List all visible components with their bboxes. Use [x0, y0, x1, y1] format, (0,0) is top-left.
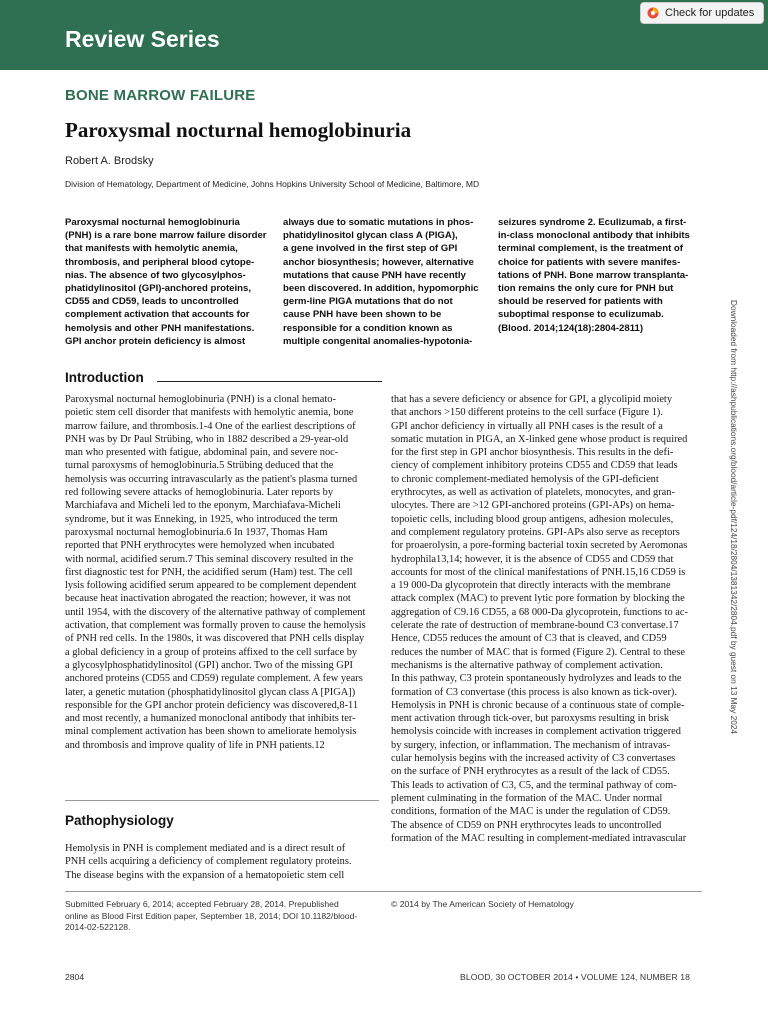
body-line: hemolysis coincide with increases in complement activation triggered: [391, 726, 681, 738]
body-line: In this pathway, C3 protein spontaneously hydrolyzes and leads to the: [391, 673, 682, 685]
patho-left-column: [65, 842, 375, 882]
body-line: on the surface of PNH erythrocytes as a result of the lack of CD55.: [391, 766, 670, 778]
body-line: lysis following acidified serum appeared to be complement dependent: [65, 580, 357, 592]
abstract-line: anchor biosynthesis; however, alternative: [283, 256, 474, 268]
body-line: minal complement activation has been shown to ameliorate hemolysis: [65, 726, 357, 738]
introduction-heading: Introduction: [65, 370, 144, 385]
abstract-line: phatidylinositol glycan class A (PIGA),: [283, 230, 458, 242]
body-line: Hemolysis in PNH is complement mediated and is a direct result of: [65, 843, 346, 854]
footnote-line: Submitted February 6, 2014; accepted February 28, 2014. Prepublished: [65, 899, 339, 909]
body-line: ment activation through tick-over, but paroxysms resulting in brisk: [391, 713, 670, 725]
abstract-line: cause PNH have been shown to be: [283, 309, 442, 321]
body-line: a global deficiency in a group of proteins affixed to the cell surface by: [65, 646, 358, 658]
body-line: first diagnostic test for PNH, the acidified serum (Ham) test. The cell: [65, 566, 353, 578]
body-line: and complement regulatory proteins. GPI-APs also serve as receptors: [391, 526, 680, 538]
copyright-note: © 2014 by The American Society of Hematology: [391, 899, 574, 909]
check-updates-icon: [647, 7, 659, 19]
abstract-line: tations of PNH. Bone marrow transplanta-: [498, 269, 689, 281]
page-number: 2804: [65, 972, 85, 982]
abstract-line: hemolysis and other PNH manifestations.: [65, 322, 255, 334]
body-line: reduces the number of MAC that is formed (Figure 2). Central to these: [391, 646, 686, 658]
abstract-line: (PNH) is a rare bone marrow failure disorder: [65, 230, 267, 242]
body-line: The disease begins with the expansion of a hematopoietic stem cell: [65, 869, 345, 881]
abstract-line: choice for patients with severe manifes-: [498, 256, 681, 268]
body-line: activation, that complement was formally proven to cause the hemolysis: [65, 620, 366, 632]
body-line: formation of C3 convertase (this process is also known as tick-over).: [391, 686, 677, 698]
abstract-line: that manifests with hemolytic anemia,: [65, 243, 238, 255]
body-line: and thrombosis and improve quality of life in PNH patients.12: [65, 739, 325, 751]
body-line: that has a severe deficiency or absence for GPI, a glycolipid moiety: [391, 394, 673, 405]
body-line: topoietic cells, including blood group antigens, adhesion molecules,: [391, 513, 674, 525]
abstract-line: (Blood. 2014;124(18):2804-2811): [498, 322, 644, 334]
introduction-rule: [157, 381, 382, 382]
abstract-line: nias. The absence of two glycosylphos-: [65, 269, 246, 281]
submission-note: [65, 899, 357, 934]
footer-rule: [65, 891, 702, 892]
body-line: reported that PNH erythrocytes were hemolyzed when incubated: [65, 540, 335, 552]
footnote-line: 2014-02-522128.: [65, 922, 131, 933]
download-note: [727, 300, 741, 1000]
intro-left-column: [65, 393, 375, 752]
body-line: conditions, formation of the MAC is under the regulation of CD59.: [391, 806, 671, 818]
abstract-line: a gene involved in the first step of GPI: [283, 243, 458, 255]
body-line: and most recently, a humanized monoclonal antibody that inhibits ter-: [65, 713, 356, 725]
pathophysiology-heading: Pathophysiology: [65, 813, 174, 828]
journal-banner: [0, 0, 768, 70]
body-line: syndrome, but it was Enneking, in 1925, who introduced the term: [65, 513, 338, 525]
body-line: by surgery, infection, or inflammation. The mechanism of intravas-: [391, 739, 671, 751]
abstract-line: complement activation that accounts for: [65, 309, 250, 321]
abstract-line: been discovered. In addition, hypomorphic: [283, 283, 479, 295]
body-line: for proaerolysin, a pore-forming bacterial toxin secreted by Aeromonas: [391, 540, 688, 552]
author-name: Robert A. Brodsky: [65, 155, 154, 167]
body-line: to chronic complement-mediated hemolysis of the GPI-deficient: [391, 473, 659, 485]
body-line: plement culminating in the formation of the MAC. Under normal: [391, 792, 663, 804]
abstract-line: Paroxysmal nocturnal hemoglobinuria: [65, 217, 240, 228]
body-line: responsible for the GPI anchor protein deficiency was discovered,8-11: [65, 699, 359, 711]
abstract-line: seizures syndrome 2. Eculizumab, a first-: [498, 217, 687, 228]
abstract-line: tion remains the only cure for PNH but: [498, 283, 674, 295]
abstract-line: in-class monoclonal antibody that inhibits: [498, 230, 690, 242]
body-line: that anchors >150 different proteins to the cell surface (Figure 1).: [391, 407, 663, 419]
abstract-line: germ-line PIGA mutations that do not: [283, 296, 453, 308]
abstract-line: GPI anchor protein deficiency is almost: [65, 335, 246, 347]
body-line: attack complex (MAC) to prevent lytic pore formation by blocking the: [391, 593, 685, 605]
check-for-updates-button[interactable]: [640, 2, 764, 24]
abstract-column-2: [283, 216, 489, 348]
body-line: erythrocytes, as well as activation of platelets, monocytes, and gran-: [391, 487, 675, 499]
body-line: hemolysis was occurring intravascularly as the patient's plasma turned: [65, 473, 358, 485]
body-line: formation of the MAC resulting in complement-mediated intravascular: [391, 832, 687, 844]
body-line: a 19 000-Da glycoprotein that directly interacts with the membrane: [391, 580, 671, 592]
body-line: ciency of complement inhibitory proteins CD55 and CD59 that leads: [391, 460, 678, 472]
abstract-line: thrombosis, and peripheral blood cytope-: [65, 256, 255, 268]
abstract-line: should be reserved for patients with: [498, 296, 663, 308]
body-line: for the first step in GPI anchor biosynthesis. This results in the defi-: [391, 447, 674, 459]
body-line: PNH cells acquiring a deficiency of complement regulatory proteins.: [65, 856, 352, 868]
body-line: a glycosylphosphatidylinositol (GPI) anchor. Two of the missing GPI: [65, 659, 353, 671]
download-note-text: Downloaded from http://ashpublications.org/blood/article-pdf/124/18/2804/1381342/2804.pdf by guest on 13 May 2024: [729, 300, 739, 735]
series-title: Review Series: [65, 26, 220, 52]
body-line: poietic stem cell disorder that manifests with hemolytic anemia, bone: [65, 407, 354, 419]
body-line: cular hemolysis begins with the increased activity of C3 convertases: [391, 753, 676, 765]
body-line: accounts for most of the clinical manifestations of PNH.15,16 CD59 is: [391, 566, 686, 578]
abstract-line: CD55 and CD59, leads to uncontrolled: [65, 296, 239, 308]
body-line: because heat inactivation abrogated the reaction; however, it was not: [65, 593, 351, 605]
abstract-line: mutations that cause PNH have recently: [283, 269, 466, 281]
body-line: Hence, CD55 reduces the amount of C3 that is cleaved, and CD59: [391, 633, 667, 645]
abstract-line: responsible for a condition known as: [283, 322, 453, 334]
right-column: [391, 393, 701, 845]
body-line: anchored proteins (CD55 and CD59) regulate complement. A few years: [65, 673, 363, 685]
abstract-column-3: [498, 216, 704, 335]
abstract-line: always due to somatic mutations in phos-: [283, 217, 474, 228]
body-line: marrow failure, and thrombosis.1-4 One of the earliest descriptions of: [65, 420, 356, 432]
body-line: later, a genetic mutation (phosphatidylinositol glycan class A [PIGA]): [65, 686, 356, 698]
body-line: turnal paroxysms of hemoglobinuria.5 Strübing deduced that the: [65, 460, 334, 472]
body-line: Paroxysmal nocturnal hemoglobinuria (PNH) is a clonal hemato-: [65, 394, 336, 405]
body-line: of PNH red cells. In the 1980s, it was discovered that PNH cells display: [65, 633, 365, 645]
body-line: This leads to activation of C3, C5, and the terminal pathway of com-: [391, 779, 677, 791]
abstract-line: suboptimal response to eculizumab.: [498, 309, 664, 321]
footnote-line: online as Blood First Edition paper, September 18, 2014; DOI 10.1182/blood-: [65, 910, 358, 921]
abstract-column-1: [65, 216, 271, 348]
body-line: man who presented with fatigue, abdominal pain, and severe noc-: [65, 447, 339, 459]
abstract-line: multiple congenital anomalies-hypotonia-: [283, 335, 473, 347]
body-line: GPI anchor deficiency in virtually all PNH cases is the result of a: [391, 420, 663, 432]
check-updates-label: Check for updates: [665, 7, 755, 19]
section-kicker: BONE MARROW FAILURE: [65, 87, 256, 104]
body-line: mechanisms is the alternative pathway of complement activation.: [391, 659, 663, 671]
body-line: The absence of CD59 on PNH erythrocytes leads to uncontrolled: [391, 819, 662, 831]
abstract-line: terminal complement, is the treatment of: [498, 243, 683, 255]
body-line: ulocytes. There are >12 GPI-anchored proteins (GPI-APs) on hema-: [391, 500, 675, 512]
section-divider: [65, 800, 379, 801]
body-line: PNH was by Dr Paul Strübing, who in 1882 described a 29-year-old: [65, 433, 349, 445]
body-line: Marchiafava and Micheli led to the eponym, Marchiafava-Micheli: [65, 500, 341, 512]
body-line: paroxysmal nocturnal hemoglobinuria.6 In 1937, Thomas Ham: [65, 526, 328, 538]
author-affiliation: Division of Hematology, Department of Medicine, Johns Hopkins University School of Medicine, Baltimore, MD: [65, 179, 480, 189]
body-line: hydrophila13,14; however, it is the absence of CD55 and CD59 that: [391, 553, 674, 565]
body-line: until 1954, with the discovery of the alternative pathway of complement: [65, 606, 366, 618]
abstract-line: phatidylinositol (GPI)-anchored proteins,: [65, 283, 252, 295]
body-line: with normal, acidified serum.7 This seminal discovery resulted in the: [65, 553, 354, 565]
body-line: aggregation of C9.16 CD55, a 68 000-Da glycoprotein, functions to ac-: [391, 606, 688, 618]
article-title: Paroxysmal nocturnal hemoglobinuria: [65, 118, 412, 142]
body-line: somatic mutation in PIGA, an X-linked gene whose product is required: [391, 433, 688, 445]
body-line: Hemolysis in PNH is chronic because of a continuous state of comple-: [391, 699, 685, 711]
body-line: red following severe attacks of hemoglobinuria. Later reports by: [65, 487, 334, 499]
body-line: celerate the rate of destruction of membrane-bound C3 convertase.17: [391, 620, 679, 632]
journal-reference: BLOOD, 30 OCTOBER 2014 • VOLUME 124, NUMBER 18: [460, 972, 691, 982]
